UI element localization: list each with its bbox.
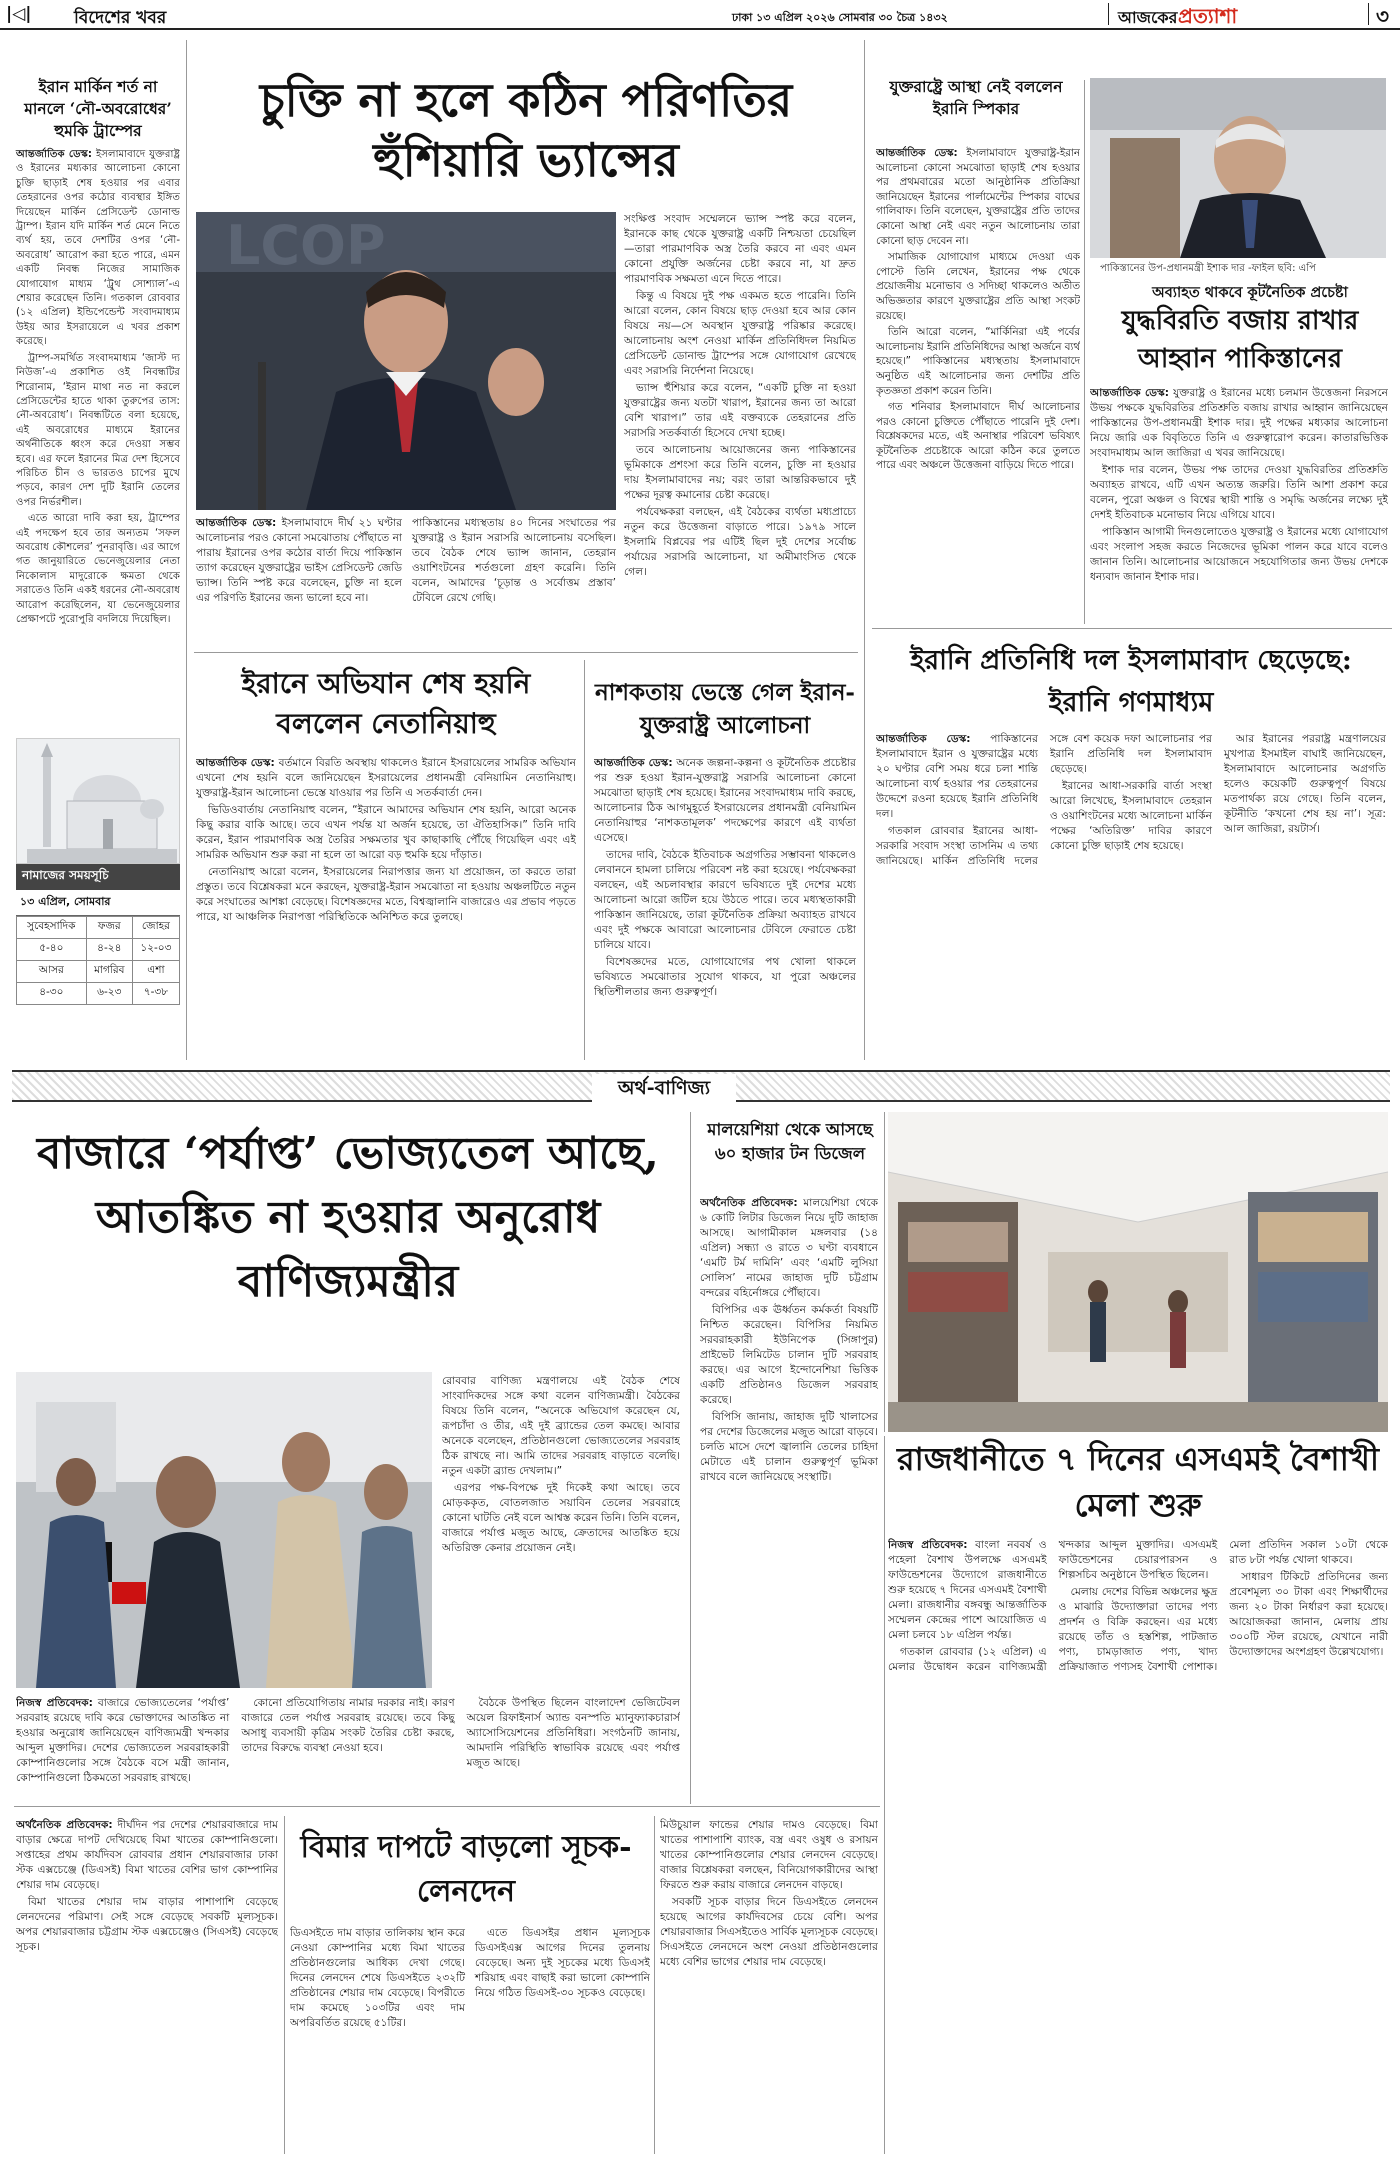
oil-headline: বাজারে ‘পর্যাপ্ত’ ভোজ্যতেল আছে, আতঙ্কিত না হওয়ার অনুরোধ বাণিজ্যমন্ত্রীর	[37, 1128, 659, 1307]
trump-dateline: আন্তর্জাতিক ডেস্ক:	[16, 149, 92, 160]
oil-photo	[16, 1372, 432, 1688]
paper-name-logo: প্রত্যাশা	[1178, 4, 1238, 28]
masthead	[0, 0, 1400, 30]
vance-body-left: আন্তর্জাতিক ডেস্ক: ইসলামাবাদে দীর্ঘ ২১ ঘণ্টার আলোচনার পরও কোনো সমঝোতায় পৌঁছাতে না পারায় ইরানের ওপর কঠোর বার্তা দিয়ে পাকিস্তান ত্যাগ করেছেন যুক্তরাষ্ট্রের ভাইস প্রেসিডেন্ট জেডি ভ্যান্স। তিনি স্পষ্ট করে বলেছেন, চুক্তি না হলে এর পরিণতি ইরানের জন্য ভালো হবে না।	[196, 517, 402, 604]
vance-body-mid: পাকিস্তানের মধ্যস্থতায় ৪০ দিনের সংঘাতের পর যুক্তরাষ্ট্র ও ইরান সরাসরি আলোচনায় বসেছিল। তবে বৈঠক শেষে ভ্যান্স জানান, তেহরান ওয়াশিংটনের শর্তগুলো গ্রহণ করেনি। তিনি বলেন, আমাদের ‘চূড়ান্ত ও সর্বোত্তম প্রস্তাব’ টেবিলে রেখে গেছি।	[412, 517, 616, 604]
insurance-headline: বিমার দাপটে বাড়লো সূচক-লেনদেন	[300, 1830, 632, 1909]
trump-body: আন্তর্জাতিক ডেস্ক: ইসলামাবাদে যুক্তরাষ্ট্র ও ইরানের মধ্যকার আলোচনা কোনো চুক্তি ছাড়াই শেষ হওয়ার পর এবার তেহরানের ওপর কঠোর ব্যবস্থার ইঙ্গিত দিয়েছেন মার্কিন প্রেসিডেন্ট ডোনাল্ড ট্রাম্প। ইরান যদি মার্কিন শর্ত মেনে নিতে ব্যর্থ হয়, তবে দেশটির ওপর ‘নৌ-অবরোধ’ আরোপ করা হতে পারে, এমন একটি নিবন্ধ নিজের সামাজিক যোগাযোগ মাধ্যম ‘ট্রুথ সোশ্যাল’-এ শেয়ার করেছেন তিনি। গতকাল রোববার (১২ এপ্রিল) ইন্ডিপেন্ডেন্ট সংবাদমাধ্যম উইয় আর ইসরায়েলে এ খবর প্রকাশ করেছে। ট্রাম্প-সমর্থিত সংবাদমাধ্যম ‘জাস্ট দ্য নিউজ’-এ প্রকাশিত ওই নিবন্ধটির শিরোনাম, ‘ইরান মাথা নত না করলে প্রেসিডেন্টের হাতে থাকা তুরুপের তাস: নৌ-অবরোধ’। নিবন্ধটিতে বলা হয়েছে, এই অবরোধের মাধ্যমে ইরানের অর্থনীতিকে ধ্বংস করে দেওয়া সম্ভব হবে। এর ফলে ইরানের মিত্র দেশ হিসেবে পরিচিত চীন ও ভারতও চাপের মুখে পড়বে, কারণ দেশ দুটি ইরানি তেলের ওপর নির্ভরশীল। এতে আরো দাবি করা হয়, ট্রাম্পের এই পদক্ষেপ হবে তার অন্যতম ‘সফল অবরোধ কৌশলের’ পুনরাবৃত্তি। এর আগে গত জানুয়ারিতে ভেনেজুয়েলার নেতা নিকোলাস মাদুরোকে ক্ষমতা থেকে সরাতেও তিনি একই ধরনের নৌ-অবরোধ আরোপ করেছিলেন, যা ভেনেজুয়েলার প্রেক্ষাপটে পুরোপুরি বদলিয়ে দিয়েছিল।	[16, 149, 180, 625]
diesel-body: অর্থনৈতিক প্রতিবেদক: মালয়েশিয়া থেকে ৬ কোটি লিটার ডিজেল নিয়ে দুটি জাহাজ আসছে। আগামীকাল মঙ্গলবার (১৪ এপ্রিল) সন্ধ্যা ও রাতে ৩ ঘণ্টা ব্যবধানে ‘এমটি টর্ম দামিনি’ এবং ‘এমটি লুসিয়া সোলিস’ নামের জাহাজ দুটি চট্টগ্রাম বন্দরের বহির্নোঙ্গরে পৌঁছাবে। বিপিসির এক ঊর্ধ্বতন কর্মকর্তা বিষয়টি নিশ্চিত করেছেন। বিপিসির নিয়মিত সরবরাহকারী ইউনিপেক (সিঙ্গাপুর) প্রাইভেট লিমিটেড চালান দুটি সরবরাহ করছে। এর আগে ইন্দোনেশিয়া ভিত্তিক একটি প্রতিষ্ঠানও ডিজেল সরবরাহ করেছে। বিপিসি জানায়, জাহাজ দুটি খালাসের পর দেশের ডিজেলের মজুত আরো বাড়বে। চলতি মাসে দেশে জ্বালানি তেলের চাহিদা মেটাতে এই চালান গুরুত্বপূর্ণ ভূমিকা রাখবে বলে জানিয়েছে সংস্থাটি।	[700, 1197, 878, 1483]
pakistan-kicker: অব্যাহত থাকবে কূটনৈতিক প্রচেষ্টা	[1152, 285, 1348, 301]
page-marker: |◁|	[6, 4, 32, 24]
delegation-headline: ইরানি প্রতিনিধি দল ইসলামাবাদ ছেড়েছে: ইরানি গণমাধ্যম	[910, 645, 1352, 718]
oil-intro: রোববার বাণিজ্য মন্ত্রণালয়ে এই বৈঠক শেষে সাংবাদিকদের সঙ্গে কথা বলেন বাণিজ্যমন্ত্রী। বৈঠকের বিষয়ে তিনি বলেন, “অনেকে অভিযোগ করেছেন যে, রূপচাঁদা ও তীর, এই দুই ব্র্যান্ডের তেল কমছে। আবার অনেকে বলেছেন, প্রতিষ্ঠানগুলো ভোজ্যতেলের সরবরাহ ঠিক রাখছে না। আমি তাদের সরবরাহ বাড়াতে বলেছি। নতুন একটা ব্র্যান্ড দেখলাম।” এরপর পক্ষ-বিপক্ষে দুই দিকেই কথা আছে। তবে মোড়ককৃত, বোতলজাত সয়াবিন তেলের সরবরাহে কোনো ঘাটতি নেই বলে আশ্বস্ত করেন তিনি। তিনি বলেন, বাজারে পর্যাপ্ত মজুত আছে, ক্রেতাদের আতঙ্কিত হয়ে অতিরিক্ত কেনার প্রয়োজন নেই।	[442, 1375, 680, 1554]
svg-text:LCOP: LCOP	[226, 214, 386, 277]
oil-body: নিজস্ব প্রতিবেদক: বাজারে ভোজ্যতেলের ‘পর্যাপ্ত’ সরবরাহ রয়েছে দাবি করে ভোক্তাদের আতঙ্কিত না হওয়ার অনুরোধ জানিয়েছেন বাণিজ্যমন্ত্রী খন্দকার আব্দুল মুক্তাদির। দেশের ভোজ্যতেল সরবরাহকারী কোম্পানিগুলোর সঙ্গে বৈঠকে বসে মন্ত্রী জানান, কোম্পানিগুলো ঠিকমতো সরবরাহ রাখছে। কোনো প্রতিযোগিতায় নামার দরকার নাই। কারণ বাজারে তেল পর্যাপ্ত সরবরাহ রয়েছে। তবে কিছু অসাধু ব্যবসায়ী কৃত্রিম সংকট তৈরির চেষ্টা করছে, তাদের বিরুদ্ধে ব্যবস্থা নেওয়া হবে। বৈঠকে উপস্থিত ছিলেন বাংলাদেশ ভেজিটেবল অয়েল রিফাইনার্স অ্যান্ড বনস্পতি ম্যানুফ্যাকচারার্স অ্যাসোসিয়েশনের প্রতিনিধিরা। সংগঠনটি জানায়, আমদানি পরিস্থিতি স্বাভাবিক রয়েছে এবং পর্যাপ্ত মজুত আছে।	[16, 1697, 680, 1784]
mosque-image	[16, 738, 180, 864]
pakistan-photo-caption: পাকিস্তানের উপ-প্রধানমন্ত্রী ইশাক দার -ফাইল ছবি: এপি	[1100, 263, 1316, 274]
section-title: বিদেশের খবর	[74, 8, 167, 28]
trump-story	[16, 76, 180, 629]
dateline: ঢাকা ১৩ এপ্রিল ২০২৬ সোমবার ৩০ চৈত্র ১৪৩২	[732, 11, 948, 24]
sme-fair-photo	[888, 1112, 1388, 1432]
vance-photo	[196, 212, 616, 510]
pakistan-body: আন্তর্জাতিক ডেস্ক: যুক্তরাষ্ট্র ও ইরানের মধ্যে চলমান উত্তেজনা নিরসনে উভয় পক্ষকে যুদ্ধবিরতির প্রতিশ্রুতি বজায় রাখার আহ্বান জানিয়েছেন পাকিস্তানের উপ-প্রধানমন্ত্রী ইশাক দার। দুই পক্ষের মধ্যকার আলোচনা নিয়ে জারি এক বিবৃতিতে তিনি এ গুরুত্বারোপ করেন। কাতারভিত্তিক সংবাদমাধ্যম আল জাজিরা এ খবর জানিয়েছে। ইশাক দার বলেন, উভয় পক্ষ তাদের দেওয়া যুদ্ধবিরতির প্রতিশ্রুতি অব্যাহত রাখবে, এটি এখন অত্যন্ত জরুরি। তিনি আশা প্রকাশ করে বলেন, পুরো অঞ্চল ও বিশ্বের স্থায়ী শান্তি ও সমৃদ্ধি অর্জনের লক্ষ্যে দুই দেশই ইতিবাচক মনোভাব নিয়ে এগিয়ে যাবে। পাকিস্তান আগামী দিনগুলোতেও যুক্তরাষ্ট্র ও ইরানের মধ্যে যোগাযোগ এবং সংলাপ সহজ করতে নিজেদের ভূমিকা পালন করে যাবে বলেও জানান তিনি। আলোচনার আয়োজনে সহযোগিতার জন্য উভয় দেশকে ধন্যবাদ জানান ইশাক দার।	[1090, 387, 1388, 583]
netanyahu-body: আন্তর্জাতিক ডেস্ক: বর্তমানে বিরতি অবস্থায় থাকলেও ইরানে ইসরায়েলের সামরিক অভিযান এখনো শেষ হয়নি বলে জানিয়েছেন ইসরায়েলের প্রধানমন্ত্রী বেনিয়ামিন নেতানিয়াহু। যুক্তরাষ্ট্র-ইরান আলোচনা ভেস্তে যাওয়ার পর তিনি এ সতর্কবার্তা দেন। ভিডিওবার্তায় নেতানিয়াহু বলেন, “ইরানে আমাদের অভিযান শেষ হয়নি, আরো অনেক কিছু করার বাকি আছে। তবে এখন পর্যন্ত যা অর্জন হয়েছে, তা ঐতিহাসিক।” তিনি দাবি করেন, ইরান পারমাণবিক অস্ত্র তৈরির সক্ষমতার খুব কাছাকাছি পৌঁছে গিয়েছিল এবং এই সামরিক অভিযান শুরু করা না হলে তা আরো বড় হুমকি হয়ে দাঁড়াত। নেতানিয়াহু আরো বলেন, ইসরায়েলের নিরাপত্তার জন্য যা প্রয়োজন, তা করতে তারা প্রস্তুত। তবে বিশ্লেষকরা মনে করছেন, যুক্তরাষ্ট্র-ইরান সমঝোতা না হওয়ায় অঞ্চলটিতে নতুন করে সংঘাতের আশঙ্কা বেড়েছে। বিশেষজ্ঞদের মতে, বিশ্বজ্বালানি বাজারেও এর প্রভাব পড়তে পারে, যা আঞ্চলিক নিরাপত্তা পরিস্থিতিকে অনিশ্চিত করে তুলছে।	[196, 757, 576, 923]
speaker-body: আন্তর্জাতিক ডেস্ক: ইসলামাবাদে যুক্তরাষ্ট্র-ইরান আলোচনা কোনো সমঝোতা ছাড়াই শেষ হওয়ার পর প্রথমবারের মতো আনুষ্ঠানিক প্রতিক্রিয়া জানিয়েছেন ইরানের পার্লামেন্টের স্পিকার বাঘের গালিবাফ। তিনি বলেছেন, যুক্তরাষ্ট্রের প্রতি তাদের কোনো আস্থা নেই এবং নতুন আলোচনায় তারা কোনো ছাড় দেবেন না। সামাজিক যোগাযোগ মাধ্যমে দেওয়া এক পোস্টে তিনি লেখেন, ইরানের পক্ষ থেকে প্রয়োজনীয় মনোভাব ও সদিচ্ছা থাকলেও অতীত অভিজ্ঞতার কারণে যুক্তরাষ্ট্রের প্রতি আস্থা সংকট রয়েছে। তিনি আরো বলেন, “মার্কিনিরা এই পর্বের আলোচনায় ইরানি প্রতিনিধিদের আস্থা অর্জনে ব্যর্থ হয়েছে।” পাকিস্তানের মধ্যস্থতায় ইসলামাবাদে অনুষ্ঠিত এই আলোচনার জন্য দেশটির প্রতি কৃতজ্ঞতা প্রকাশ করেন তিনি। গত শনিবার ইসলামাবাদে দীর্ঘ আলোচনার পরও কোনো চুক্তিতে পৌঁছাতে পারেনি দুই দেশ। বিশ্লেষকদের মতে, এই অনাস্থার পরিবেশ ভবিষ্যৎ কূটনৈতিক প্রচেষ্টাকে আরো কঠিন করে তুলতে পারে এবং অঞ্চলে উত্তেজনা বাড়িয়ে দিতে পারে।	[876, 147, 1080, 472]
prayer-title: নামাজের সময়সূচি	[16, 864, 180, 890]
prayer-times-box	[16, 738, 180, 1005]
paper-name-prefix: আজকের	[1118, 8, 1178, 27]
prayer-date: ১৩ এপ্রিল, সোমবার	[16, 890, 180, 916]
vance-body-right: সংক্ষিপ্ত সংবাদ সম্মেলনে ভ্যান্স স্পষ্ট করে বলেন, ইরানকে কাছ থেকে যুক্তরাষ্ট্র একটি নিশ্চয়তা চেয়েছিল—তারা পারমাণবিক অস্ত্র তৈরি করবে না এবং এমন কোনো প্রযুক্তি অর্জনের চেষ্টা করবে না, যা দ্রুত পারমাণবিক সক্ষমতা এনে দিতে পারে। কিন্তু এ বিষয়ে দুই পক্ষ একমত হতে পারেনি। তিনি আরো বলেন, কোন বিষয়ে ছাড় দেওয়া হবে আর কোন বিষয়ে নয়—সে অবস্থান যুক্তরাষ্ট্র পরিষ্কার করেছে। আলোচনায় অংশ নেওয়া মার্কিন প্রতিনিধিদল নিয়মিত প্রেসিডেন্ট ডোনাল্ড ট্রাম্পের সঙ্গে যোগাযোগ রেখেছে এবং সরাসরি নির্দেশনা নিয়েছে। ভ্যান্স হুঁশিয়ার করে বলেন, “একটি চুক্তি না হওয়া যুক্তরাষ্ট্রের জন্য যতটা খারাপ, ইরানের জন্য তা আরো বেশি খারাপ।” তার এই বক্তব্যকে তেহরানের প্রতি সরাসরি সতর্কবার্তা হিসেবে দেখা হচ্ছে। তবে আলোচনায় আয়োজনের জন্য পাকিস্তানের ভূমিকাকে প্রশংসা করে তিনি বলেন, চুক্তি না হওয়ার দায় ইসলামাবাদের নয়; বরং তারা আন্তরিকভাবে দুই পক্ষের দূরত্ব কমানোর চেষ্টা করেছে। পর্যবেক্ষকরা বলছেন, এই বৈঠকের ব্যর্থতা মধ্যপ্রাচ্যে নতুন করে উত্তেজনা বাড়াতে পারে। ১৯৭৯ সালে ইসলামি বিপ্লবের পর এটিই ছিল দুই দেশের সর্বোচ্চ পর্যায়ের সরাসরি আলোচনা, যা অমীমাংসিত থেকে গেল।	[624, 213, 856, 578]
diesel-headline: মালয়েশিয়া থেকে আসছে ৬০ হাজার টন ডিজেল	[707, 1120, 873, 1163]
mosque-icon	[17, 739, 180, 864]
delegation-body: আন্তর্জাতিক ডেস্ক: পাকিস্তানের ইসলামাবাদে ইরান ও যুক্তরাষ্ট্রের মধ্যে ২০ ঘণ্টার বেশি সময় ধরে চলা শান্তি আলোচনা ব্যর্থ হওয়ার পর তেহরানের উদ্দেশে রওনা হয়েছে ইরানি প্রতিনিধি দল। গতকাল রোববার ইরানের আধা-সরকারি সংবাদ সংস্থা তাসনিম এ তথ্য জানিয়েছে। মার্কিন প্রতিনিধি দলের সঙ্গে বেশ কয়েক দফা আলোচনার পর ইরানি প্রতিনিধি দল ইসলামাবাদ ছেড়েছে। ইরানের আধা-সরকারি বার্তা সংস্থা আরো লিখেছে, ইসলামাবাদে তেহরান ও ওয়াশিংটনের মধ্যে আলোচনা মার্কিন পক্ষের ‘অতিরিক্ত’ দাবির কারণে কোনো চুক্তি ছাড়াই শেষ হয়েছে। আর ইরানের পররাষ্ট্র মন্ত্রণালয়ের মুখপাত্র ইসমাইল বাঘাই জানিয়েছেন, ইসলামাবাদে আলোচনার অগ্রগতি হলেও কয়েকটি গুরুত্বপূর্ণ বিষয়ে মতপার্থক্য রয়ে গেছে। তিনি বলেন, কূটনীতি ‘কখনো শেষ হয় না’। সূত্র: আল জাজিরা, রয়টার্স।	[876, 733, 1386, 867]
netanyahu-headline: ইরানে অভিযান শেষ হয়নি বললেন নেতানিয়াহু	[241, 667, 531, 740]
insurance-body-right: মিউচুয়াল ফান্ডের শেয়ার দামও বেড়েছে। বিমা খাতের পাশাপাশি ব্যাংক, বস্ত্র এবং ওষুধ ও রসায়ন খাতের কোম্পানিগুলোর শেয়ার লেনদেন বেড়েছে। বাজার বিশ্লেষকরা বলছেন, বিনিয়োগকারীদের আস্থা ফিরতে শুরু করায় বাজারে লেনদেন বাড়ছে। সবকটি সূচক বাড়ার দিনে ডিএসইতে লেনদেন হয়েছে আগের কার্যদিবসের চেয়ে বেশি। অপর শেয়ারবাজার সিএসইতেও সার্বিক মূল্যসূচক বেড়েছে। সিএসইতে লেনদেনে অংশ নেওয়া প্রতিষ্ঠানগুলোর মধ্যে বেশির ভাগের শেয়ার দাম বেড়েছে।	[660, 1819, 878, 1968]
section-banner	[12, 1070, 1390, 1102]
vance-headline: চুক্তি না হলে কঠিন পরিণতির হুঁশিয়ারি ভ্যান্সের	[259, 73, 793, 187]
talks-body: আন্তর্জাতিক ডেস্ক: অনেক জল্পনা-কল্পনা ও কূটনৈতিক প্রচেষ্টার পর শুরু হওয়া ইরান-যুক্তরাষ্ট্র সরাসরি আলোচনা কোনো সমঝোতা ছাড়াই শেষ হয়েছে। ইরানের সংবাদমাধ্যম দাবি করছে, আলোচনার ঠিক আগমুহূর্তে ইসরায়েলের প্রধানমন্ত্রী বেনিয়ামিন নেতানিয়াহুর ‘নাশকতামূলক’ পদক্ষেপের কারণে এই ব্যর্থতা এসেছে। তাদের দাবি, বৈঠকে ইতিবাচক অগ্রগতির সম্ভাবনা থাকলেও লেবাননে হামলা চালিয়ে পরিবেশ নষ্ট করা হয়েছে। পর্যবেক্ষকরা বলছেন, এই অচলাবস্থার কারণে ভবিষ্যতে দুই দেশের মধ্যে আলোচনা আরো জটিল হয়ে উঠতে পারে। তবে মধ্যস্থতাকারী পাকিস্তান জানিয়েছে, তারা কূটনৈতিক প্রক্রিয়া অব্যাহত রাখবে এবং দুই পক্ষকে আবারো আলোচনার টেবিলে ফেরাতে চেষ্টা চালিয়ে যাবে। বিশেষজ্ঞদের মতে, যোগাযোগের পথ খোলা থাকলে ভবিষ্যতে সমঝোতার সুযোগ থাকবে, যা পুরো অঞ্চলের স্থিতিশীলতার জন্য গুরুত্বপূর্ণ।	[594, 757, 856, 998]
page-number: ৩	[1376, 4, 1390, 28]
sme-headline: রাজধানীতে ৭ দিনের এসএমই বৈশাখী মেলা শুরু	[896, 1440, 1380, 1524]
speaker-headline: যুক্তরাষ্ট্রে আস্থা নেই বললেন ইরানি স্পিকার	[889, 77, 1063, 118]
talks-headline: নাশকতায় ভেস্তে গেল ইরান-যুক্তরাষ্ট্র আলোচনা	[595, 679, 855, 739]
insurance-body-left: অর্থনৈতিক প্রতিবেদক: দীর্ঘদিন পর দেশের শেয়ারবাজারে দাম বাড়ার ক্ষেত্রে দাপট দেখিয়েছে বিমা খাতের কোম্পানিগুলো। সপ্তাহের প্রথম কার্যদিবস রোববার প্রধান শেয়ারবাজার ঢাকা স্টক এক্সচেঞ্জে (ডিএসই) বিমা খাতের বেশির ভাগ কোম্পানির শেয়ার দাম বেড়েছে। বিমা খাতের শেয়ার দাম বাড়ার পাশাপাশি বেড়েছে লেনদেনের পরিমাণ। সেই সঙ্গে বেড়েছে সবকটি মূল্যসূচক। অপর শেয়ারবাজার চট্টগ্রাম স্টক এক্সচেঞ্জেও (সিএসই) বেড়েছে সূচক।	[16, 1819, 278, 1953]
pakistan-headline: যুদ্ধবিরতি বজায় রাখার আহ্বান পাকিস্তানের	[1121, 306, 1359, 374]
trump-headline: ইরান মার্কিন শর্ত না মানলে ‘নৌ-অবরোধের’ হুমকি ট্রাম্পের	[24, 77, 172, 140]
insurance-body-mid: ডিএসইতে দাম বাড়ার তালিকায় স্থান করে নেওয়া কোম্পানির মধ্যে বিমা খাতের প্রতিষ্ঠানগুলোর আধিক্য দেখা গেছে। দিনের লেনদেন শেষে ডিএসইতে ২৩২টি প্রতিষ্ঠানের শেয়ার দাম বেড়েছে। বিপরীতে দাম কমেছে ১০৩টির এবং দাম অপরিবর্তিত রয়েছে ৫১টির। এতে ডিএসইর প্রধান মূল্যসূচক ডিএসইএক্স আগের দিনের তুলনায় বেড়েছে। অন্য দুই সূচকের মধ্যে ডিএসই শরিয়াহ এবং বাছাই করা ভালো কোম্পানি নিয়ে গঠিত ডিএসই-৩০ সূচকও বেড়েছে।	[290, 1927, 650, 2029]
ishaq-dar-photo	[1090, 78, 1386, 258]
sme-body: নিজস্ব প্রতিবেদক: বাংলা নববর্ষ ও পহেলা বৈশাখ উপলক্ষে এসএমই ফাউন্ডেশনের উদ্যোগে রাজধানীতে শুরু হয়েছে ৭ দিনের এসএমই বৈশাখী মেলা। রাজধানীর বঙ্গবন্ধু আন্তর্জাতিক সম্মেলন কেন্দ্রের পাশে আয়োজিত এ মেলা চলবে ১৮ এপ্রিল পর্যন্ত। গতকাল রোববার (১২ এপ্রিল) এ মেলার উদ্বোধন করেন বাণিজ্যমন্ত্রী খন্দকার আব্দুল মুক্তাদির। এসএমই ফাউন্ডেশনের চেয়ারপারসন ও শিল্পসচিব অনুষ্ঠানে উপস্থিত ছিলেন। মেলায় দেশের বিভিন্ন অঞ্চলের ক্ষুদ্র ও মাঝারি উদ্যোক্তারা তাদের পণ্য প্রদর্শন ও বিক্রি করছেন। এর মধ্যে রয়েছে তাঁত ও হস্তশিল্প, পাটজাত পণ্য, চামড়াজাত পণ্য, খাদ্য প্রক্রিয়াজাত পণ্যসহ বৈশাখী পোশাক। মেলা প্রতিদিন সকাল ১০টা থেকে রাত ৮টা পর্যন্ত খোলা থাকবে। সাধারণ টিকিটে প্রতিদিনের জন্য প্রবেশমূল্য ৩০ টাকা এবং শিক্ষার্থীদের জন্য ২০ টাকা নির্ধারণ করা হয়েছে। আয়োজকরা জানান, মেলায় প্রায় ৩০০টি স্টল রয়েছে, যেখানে নারী উদ্যোক্তাদের অংশগ্রহণ উল্লেখযোগ্য।	[888, 1539, 1388, 1673]
section-banner-title: অর্থ-বাণিজ্য	[592, 1074, 736, 1106]
prayer-table: সুবেহসাদিক ফজর জোহর ৫-৪০ ৪-২৪ ১২-০৩ আসর মাগরিব এশা ৪-৩০ ৬-২৩ ৭-৩৮	[16, 916, 180, 1005]
